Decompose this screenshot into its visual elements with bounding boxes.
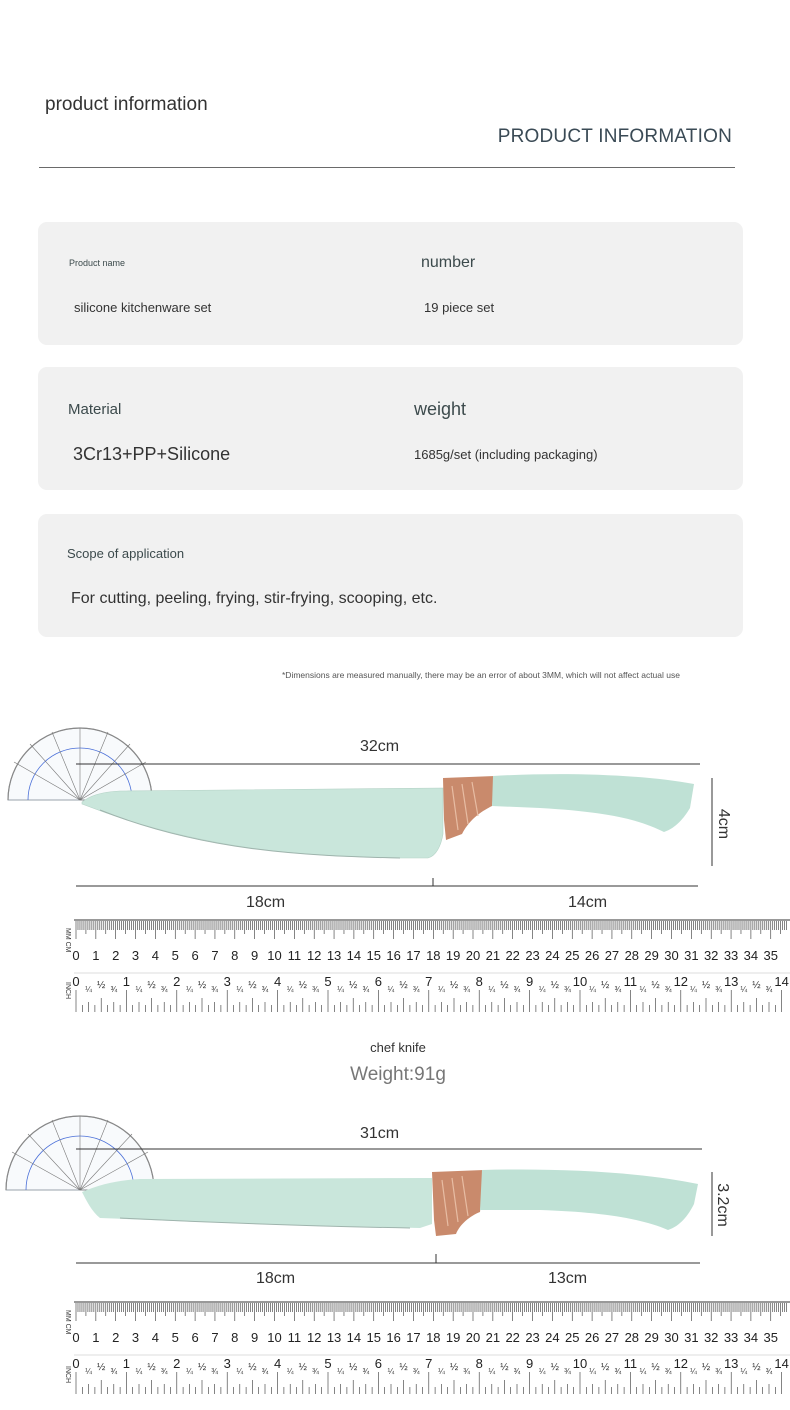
inch-fraction: ½ xyxy=(248,1362,257,1373)
inch-fraction: ¼ xyxy=(135,985,143,994)
inch-fraction: ¾ xyxy=(312,1367,319,1376)
knife2-bolster xyxy=(432,1170,484,1236)
cm-number: 31 xyxy=(684,948,699,963)
inch-fraction: ¼ xyxy=(85,985,92,994)
inch-number: 0 xyxy=(72,974,80,989)
info-card-scope xyxy=(38,514,743,637)
knife2-width: 3.2cm xyxy=(713,1183,731,1227)
inch-fraction: ¾ xyxy=(463,985,470,994)
cm-number: 9 xyxy=(251,948,259,963)
cm-number: 33 xyxy=(723,1330,739,1345)
cm-number: 14 xyxy=(346,948,362,963)
cm-number: 7 xyxy=(211,1330,219,1345)
cm-number: 9 xyxy=(251,1330,259,1345)
inch-fraction: ½ xyxy=(651,980,660,991)
cm-number: 11 xyxy=(287,1330,302,1345)
cm-number: 16 xyxy=(386,948,401,963)
header-divider xyxy=(39,167,735,168)
cm-number: 19 xyxy=(445,1330,461,1345)
scope-label: Scope of application xyxy=(67,546,185,561)
inch-fraction: ¾ xyxy=(261,985,269,994)
cm-number: 23 xyxy=(525,948,540,963)
inch-number: 11 xyxy=(623,1356,638,1371)
cm-number: 6 xyxy=(191,1330,199,1345)
inch-fraction: ¾ xyxy=(664,1367,672,1376)
ruler-1 xyxy=(62,918,790,1014)
inch-fraction: ¾ xyxy=(765,985,773,994)
inch-fraction: ¼ xyxy=(135,1367,143,1376)
inch-fraction: ¼ xyxy=(488,985,496,994)
cm-number: 34 xyxy=(743,1330,759,1345)
cm-number: 13 xyxy=(326,948,342,963)
inch-fraction: ¾ xyxy=(261,1367,269,1376)
inch-fraction: ¼ xyxy=(438,985,445,994)
cm-number: 30 xyxy=(664,948,679,963)
number-label: number xyxy=(421,254,476,271)
inch-fraction: ½ xyxy=(752,980,761,991)
cm-number: 1 xyxy=(92,948,100,963)
inch-fraction: ½ xyxy=(248,980,257,991)
inch-fraction: ¼ xyxy=(740,985,748,994)
inch-fraction: ¾ xyxy=(614,985,622,994)
section-title-lowercase: product information xyxy=(45,94,208,115)
cm-number: 0 xyxy=(72,1330,80,1345)
cm-number: 26 xyxy=(584,1330,600,1345)
inch-fraction: ½ xyxy=(601,980,610,991)
inch-fraction: ¾ xyxy=(513,1367,521,1376)
cm-number: 22 xyxy=(505,1330,520,1345)
knife1-bolster xyxy=(443,776,495,840)
knife2-blade xyxy=(82,1178,432,1228)
inch-fraction: ¼ xyxy=(236,985,244,994)
inch-fraction: ¼ xyxy=(589,1367,596,1376)
cm-number: 31 xyxy=(684,1330,699,1345)
section-title-caps: PRODUCT INFORMATION xyxy=(497,126,732,147)
ruler-2-cm-label: MM CM xyxy=(64,1310,71,1335)
inch-fraction: ¾ xyxy=(412,1367,420,1376)
inch-number: 11 xyxy=(623,974,638,989)
cm-number: 20 xyxy=(465,948,481,963)
cm-number: 17 xyxy=(406,948,421,963)
cm-number: 21 xyxy=(485,1330,501,1345)
inch-fraction: ¾ xyxy=(664,985,672,994)
inch-number: 7 xyxy=(425,974,433,989)
inch-fraction: ¾ xyxy=(312,985,319,994)
inch-fraction: ½ xyxy=(701,1362,711,1373)
inch-number: 14 xyxy=(774,1356,789,1371)
inch-fraction: ½ xyxy=(449,1362,459,1373)
inch-fraction: ½ xyxy=(97,980,106,991)
inch-fraction: ¼ xyxy=(236,1367,244,1376)
cm-number: 4 xyxy=(151,1330,160,1345)
inch-fraction: ¼ xyxy=(186,985,193,994)
inch-fraction: ¼ xyxy=(337,985,344,994)
cm-number: 5 xyxy=(171,948,179,963)
cm-number: 21 xyxy=(485,948,501,963)
cm-number: 18 xyxy=(426,1330,441,1345)
inch-number: 4 xyxy=(273,974,282,989)
cm-number: 0 xyxy=(72,948,80,963)
inch-number: 12 xyxy=(673,1356,689,1371)
cm-number: 29 xyxy=(644,1330,659,1345)
inch-number: 1 xyxy=(122,1356,131,1371)
inch-fraction: ¾ xyxy=(362,985,370,994)
inch-fraction: ½ xyxy=(701,980,711,991)
inch-number: 6 xyxy=(374,974,383,989)
cm-number: 16 xyxy=(386,1330,401,1345)
knife1-width: 4cm xyxy=(715,808,733,840)
cm-number: 30 xyxy=(664,1330,679,1345)
inch-fraction: ¼ xyxy=(740,1367,748,1376)
cm-number: 25 xyxy=(565,1330,580,1345)
material-value: 3Cr13+PP+Silicone xyxy=(73,444,231,464)
cm-number: 15 xyxy=(366,948,381,963)
inch-fraction: ¾ xyxy=(564,1367,571,1376)
inch-number: 10 xyxy=(572,1356,588,1371)
cm-number: 32 xyxy=(703,1330,719,1345)
inch-number: 10 xyxy=(572,974,588,989)
knife-weight: Weight:91g xyxy=(350,1064,446,1085)
knife2-total-length: 31cm xyxy=(360,1125,400,1142)
inch-fraction: ¼ xyxy=(690,1367,697,1376)
inch-fraction: ¾ xyxy=(362,1367,370,1376)
cm-number: 2 xyxy=(112,948,120,963)
ruler-1-cm-label: MM CM xyxy=(64,928,71,953)
inch-fraction: ¼ xyxy=(186,1367,193,1376)
cm-number: 4 xyxy=(151,948,160,963)
cm-number: 19 xyxy=(445,948,461,963)
inch-number: 5 xyxy=(324,1356,332,1371)
inch-fraction: ¼ xyxy=(639,1367,647,1376)
inch-fraction: ½ xyxy=(298,1362,307,1373)
inch-fraction: ½ xyxy=(147,980,156,991)
cm-number: 22 xyxy=(505,948,520,963)
inch-fraction: ½ xyxy=(399,1362,408,1373)
inch-number: 7 xyxy=(425,1356,433,1371)
cm-number: 23 xyxy=(525,1330,540,1345)
inch-number: 13 xyxy=(723,974,739,989)
cm-number: 11 xyxy=(287,948,302,963)
info-card-product xyxy=(38,222,743,345)
inch-fraction: ½ xyxy=(449,980,459,991)
inch-number: 4 xyxy=(273,1356,282,1371)
inch-fraction: ½ xyxy=(500,1362,509,1373)
inch-fraction: ¼ xyxy=(387,1367,395,1376)
weight-value: 1685g/set (including packaging) xyxy=(414,447,598,462)
ruler-2-inch-label: INCH xyxy=(64,1366,71,1384)
cm-number: 10 xyxy=(267,948,282,963)
inch-number: 6 xyxy=(374,1356,383,1371)
ruler-2-cm-numbers xyxy=(72,1330,778,1345)
cm-number: 32 xyxy=(703,948,719,963)
cm-number: 8 xyxy=(231,948,239,963)
inch-number: 9 xyxy=(525,1356,534,1371)
cm-number: 18 xyxy=(426,948,441,963)
knife-name: chef knife xyxy=(370,1040,426,1055)
inch-fraction: ¼ xyxy=(538,1367,546,1376)
knife2-handle-length: 13cm xyxy=(548,1270,588,1287)
inch-fraction: ½ xyxy=(601,1362,610,1373)
cm-number: 24 xyxy=(545,1330,560,1345)
cm-number: 15 xyxy=(366,1330,381,1345)
cm-number: 14 xyxy=(346,1330,362,1345)
inch-number: 3 xyxy=(223,1356,231,1371)
inch-number: 0 xyxy=(72,1356,80,1371)
cm-number: 13 xyxy=(326,1330,342,1345)
inch-fraction: ¾ xyxy=(211,1367,218,1376)
cm-number: 33 xyxy=(723,948,739,963)
inch-fraction: ¼ xyxy=(589,985,596,994)
cm-number: 28 xyxy=(624,1330,640,1345)
inch-fraction: ½ xyxy=(651,1362,660,1373)
knife2-illustration xyxy=(0,1100,790,1300)
inch-fraction: ¾ xyxy=(715,1367,722,1376)
ruler-1-inch-label: INCH xyxy=(64,982,71,1000)
inch-fraction: ¾ xyxy=(513,985,521,994)
protractor-icon xyxy=(6,1116,154,1190)
inch-fraction: ½ xyxy=(550,980,559,991)
inch-fraction: ¾ xyxy=(412,985,420,994)
inch-fraction: ½ xyxy=(298,980,307,991)
cm-number: 3 xyxy=(131,1330,140,1345)
inch-fraction: ¾ xyxy=(160,985,168,994)
inch-fraction: ½ xyxy=(550,1362,559,1373)
inch-number: 2 xyxy=(173,974,181,989)
cm-number: 17 xyxy=(406,1330,421,1345)
inch-fraction: ½ xyxy=(500,980,509,991)
inch-fraction: ¼ xyxy=(690,985,697,994)
inch-fraction: ¾ xyxy=(564,985,571,994)
cm-number: 28 xyxy=(624,948,640,963)
inch-fraction: ¼ xyxy=(337,1367,344,1376)
cm-number: 27 xyxy=(604,1330,620,1345)
inch-fraction: ½ xyxy=(752,1362,761,1373)
inch-number: 8 xyxy=(475,1356,483,1371)
info-card-material xyxy=(38,367,743,490)
cm-number: 35 xyxy=(763,1330,778,1345)
cm-number: 3 xyxy=(131,948,140,963)
product-name-value: silicone kitchenware set xyxy=(74,300,212,315)
inch-fraction: ½ xyxy=(399,980,408,991)
cm-number: 27 xyxy=(604,948,620,963)
inch-fraction: ½ xyxy=(349,1362,358,1373)
knife1-illustration xyxy=(0,700,790,910)
inch-fraction: ¼ xyxy=(286,1367,294,1376)
scope-value: For cutting, peeling, frying, stir-frying, scooping, etc. xyxy=(71,590,438,607)
ruler-1-cm-numbers xyxy=(72,948,778,963)
inch-fraction: ¼ xyxy=(387,985,395,994)
inch-fraction: ¾ xyxy=(463,1367,470,1376)
cm-number: 25 xyxy=(565,948,580,963)
inch-fraction: ¼ xyxy=(488,1367,496,1376)
inch-fraction: ½ xyxy=(197,1362,207,1373)
cm-number: 2 xyxy=(112,1330,120,1345)
cm-number: 5 xyxy=(171,1330,179,1345)
cm-number: 12 xyxy=(306,948,322,963)
inch-fraction: ¾ xyxy=(211,985,218,994)
inch-fraction: ½ xyxy=(97,1362,106,1373)
inch-fraction: ½ xyxy=(197,980,207,991)
ruler-2 xyxy=(62,1300,790,1400)
inch-fraction: ¾ xyxy=(160,1367,168,1376)
knife2-handle xyxy=(480,1170,698,1230)
cm-number: 24 xyxy=(545,948,560,963)
inch-number: 13 xyxy=(723,1356,739,1371)
inch-number: 9 xyxy=(525,974,534,989)
inch-fraction: ¾ xyxy=(110,1367,118,1376)
inch-fraction: ¼ xyxy=(286,985,294,994)
cm-number: 29 xyxy=(644,948,659,963)
inch-number: 1 xyxy=(122,974,131,989)
dimension-note: *Dimensions are measured manually, there may be an error of about 3MM, which will not affect actual use xyxy=(282,670,680,680)
product-name-label: Product name xyxy=(69,258,126,268)
cm-number: 1 xyxy=(92,1330,100,1345)
cm-number: 6 xyxy=(191,948,199,963)
number-value: 19 piece set xyxy=(424,300,495,315)
cm-number: 10 xyxy=(267,1330,282,1345)
knife1-handle xyxy=(492,774,694,832)
inch-fraction: ¾ xyxy=(715,985,722,994)
cm-number: 7 xyxy=(211,948,219,963)
cm-number: 26 xyxy=(584,948,600,963)
knife1-total-length: 32cm xyxy=(360,738,400,755)
inch-number: 2 xyxy=(173,1356,181,1371)
weight-label: weight xyxy=(414,399,467,419)
inch-fraction: ¾ xyxy=(614,1367,622,1376)
inch-fraction: ¼ xyxy=(438,1367,445,1376)
inch-number: 5 xyxy=(324,974,332,989)
cm-number: 12 xyxy=(306,1330,322,1345)
inch-number: 8 xyxy=(475,974,483,989)
material-label: Material xyxy=(68,401,122,418)
inch-fraction: ¼ xyxy=(639,985,647,994)
inch-fraction: ¼ xyxy=(85,1367,92,1376)
cm-number: 35 xyxy=(763,948,778,963)
inch-number: 3 xyxy=(223,974,231,989)
inch-fraction: ¾ xyxy=(110,985,118,994)
cm-number: 20 xyxy=(465,1330,481,1345)
knife1-handle-length: 14cm xyxy=(568,894,608,911)
knife2-blade-length: 18cm xyxy=(256,1270,296,1287)
knife1-blade-length: 18cm xyxy=(246,894,286,911)
cm-number: 34 xyxy=(743,948,759,963)
inch-fraction: ½ xyxy=(349,980,358,991)
inch-number: 12 xyxy=(673,974,689,989)
inch-fraction: ¾ xyxy=(765,1367,773,1376)
cm-number: 8 xyxy=(231,1330,239,1345)
inch-fraction: ¼ xyxy=(538,985,546,994)
inch-number: 14 xyxy=(774,974,789,989)
inch-fraction: ½ xyxy=(147,1362,156,1373)
